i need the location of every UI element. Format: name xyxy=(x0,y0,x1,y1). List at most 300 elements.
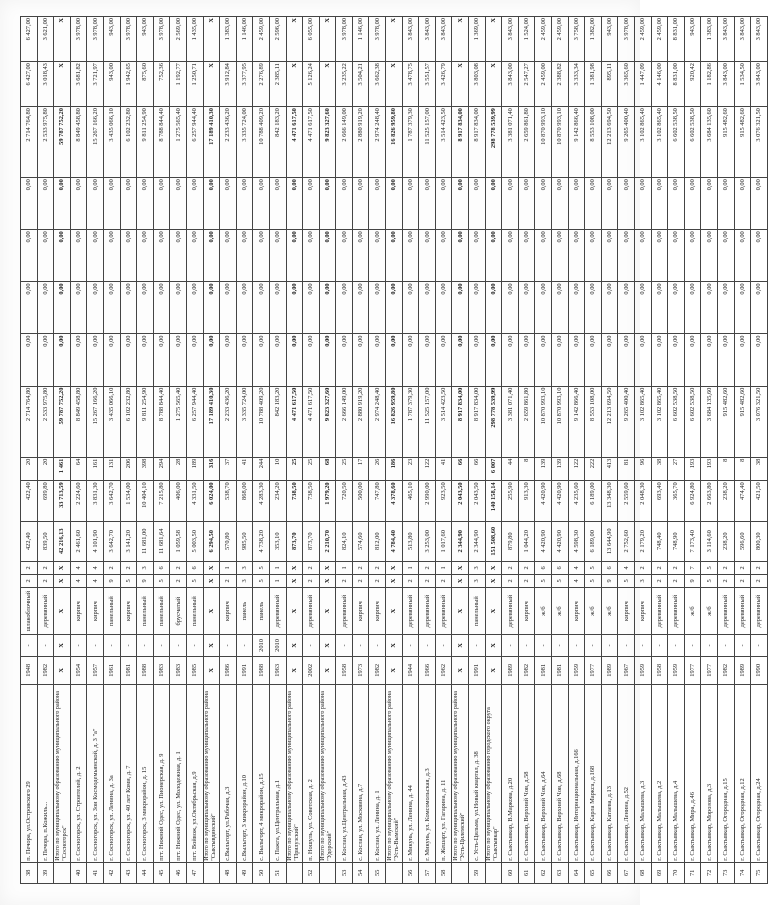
table-cell: 3 843,00 xyxy=(435,17,452,62)
table-cell: 0,00 xyxy=(552,282,569,334)
table-row xyxy=(568,17,585,884)
table-cell: Итого по муниципальному образованию муниципального района "Сыктывдинский" xyxy=(203,685,220,863)
table-cell: 6 257 944,40 xyxy=(186,107,203,178)
table-cell: 0,00 xyxy=(618,178,635,230)
table-cell: 3 843,00 xyxy=(734,17,751,62)
table-cell: деревянный xyxy=(502,587,519,634)
table-row xyxy=(336,17,353,884)
table-cell: 4 xyxy=(568,574,585,587)
table-cell: 25 xyxy=(336,457,353,481)
table-cell: 3 978,00 xyxy=(336,17,353,62)
table-cell: 920,42 xyxy=(684,62,701,107)
table-cell: 0,00 xyxy=(303,178,320,230)
table-cell: 0,00 xyxy=(203,334,220,386)
table-cell: 56 xyxy=(402,862,419,883)
table-cell: 6 294,50 xyxy=(203,521,220,561)
table-cell: 3 843,00 xyxy=(402,17,419,62)
table-cell: 0,00 xyxy=(568,178,585,230)
table-cell: 0,00 xyxy=(452,230,469,282)
table-cell: 398 xyxy=(137,457,154,481)
table-cell: X xyxy=(54,587,71,634)
table-cell: 0,00 xyxy=(186,230,203,282)
table-cell: - xyxy=(668,635,685,656)
table-cell: 1986 xyxy=(220,656,237,684)
table-cell xyxy=(286,862,303,883)
table-cell: 2002 xyxy=(303,656,320,684)
table-cell: 0,00 xyxy=(352,178,369,230)
table-cell: 2 459,00 xyxy=(552,17,569,62)
table-cell: 3 978,00 xyxy=(120,17,137,62)
table-cell: 0,00 xyxy=(535,282,552,334)
table-cell: 17 189 410,30 xyxy=(203,386,220,457)
table-cell: 50 xyxy=(253,862,270,883)
table-cell: 5 xyxy=(186,574,203,587)
table-cell: X xyxy=(485,62,502,107)
table-cell: 2010 xyxy=(253,635,270,656)
table-cell: 943,00 xyxy=(103,17,120,62)
table-cell: 2 xyxy=(502,574,519,587)
table-cell: 57 xyxy=(419,862,436,883)
table-cell: 8 553 108,00 xyxy=(585,107,602,178)
table-cell: 3 843,00 xyxy=(717,62,734,107)
table-cell: 3 843,00 xyxy=(751,17,768,62)
table-cell: 0,00 xyxy=(336,230,353,282)
table-cell: 1990 xyxy=(751,656,768,684)
table-cell: 6 427,00 xyxy=(21,62,38,107)
table-cell: 1989 xyxy=(601,656,618,684)
table-cell: X xyxy=(452,17,469,62)
table-cell: 0,00 xyxy=(751,334,768,386)
table-cell: 25 xyxy=(286,457,303,481)
table-cell: 0,00 xyxy=(286,282,303,334)
table-row xyxy=(751,17,768,884)
table-cell: 513,80 xyxy=(402,521,419,561)
table-cell: 316 xyxy=(203,457,220,481)
table-cell: 6 257 944,40 xyxy=(186,386,203,457)
table-cell: 12 213 694,50 xyxy=(601,386,618,457)
table-cell: 2 xyxy=(668,574,685,587)
table-cell: 915 482,60 xyxy=(717,107,734,178)
table-cell: 8 831,00 xyxy=(668,62,685,107)
table-cell: деревянный xyxy=(751,587,768,634)
table-cell: 2 xyxy=(717,574,734,587)
table-cell: 2 xyxy=(435,574,452,587)
table-cell: г. Сыктывкар, Морозова, д.3 xyxy=(701,685,718,863)
table-cell: 0,00 xyxy=(170,282,187,334)
table-cell: 4 420,90 xyxy=(535,481,552,521)
table-cell: 0,00 xyxy=(70,178,87,230)
table-cell: 53 xyxy=(336,862,353,883)
table-cell: X xyxy=(386,656,403,684)
table-cell: X xyxy=(203,635,220,656)
table-cell: X xyxy=(485,656,502,684)
table-cell: 2 569,00 xyxy=(170,17,187,62)
table-cell: 0,00 xyxy=(402,178,419,230)
table-cell: 5 xyxy=(701,574,718,587)
table-cell: 0,00 xyxy=(369,178,386,230)
table-cell xyxy=(319,862,336,883)
table-cell: кирпич xyxy=(220,587,237,634)
table-cell: 0,00 xyxy=(585,334,602,386)
table-cell: 0,00 xyxy=(668,334,685,386)
table-row xyxy=(502,17,519,884)
table-cell: 0,00 xyxy=(419,230,436,282)
table-cell: г. Кослан, ул. Ленина, д. 1 xyxy=(369,685,386,863)
table-cell: 923,50 xyxy=(435,481,452,521)
table-cell: 0,00 xyxy=(203,178,220,230)
table-cell: 3 831,30 xyxy=(87,481,104,521)
table-cell: 26 xyxy=(369,457,386,481)
table-cell: 0,00 xyxy=(220,178,237,230)
table-cell: 0,00 xyxy=(717,178,734,230)
table-cell: 11 525 157,00 xyxy=(419,386,436,457)
table-cell: г. Сосногорск, ул. Строителей, д. 2 xyxy=(70,685,87,863)
table-cell: 0,00 xyxy=(452,282,469,334)
table-cell: 2 xyxy=(668,561,685,574)
table-cell: 1959 xyxy=(668,656,685,684)
table-cell: деревянный xyxy=(269,587,286,634)
table-row xyxy=(87,17,104,884)
table-cell: 3 381 071,40 xyxy=(502,386,519,457)
table-cell: 0,00 xyxy=(54,178,71,230)
table-cell: 895,11 xyxy=(601,62,618,107)
table-cell: X xyxy=(203,587,220,634)
table-cell: 4 598,30 xyxy=(568,521,585,561)
table-cell: 1 275 565,40 xyxy=(170,107,187,178)
table-cell: 943,00 xyxy=(103,62,120,107)
table-cell: 1 250,71 xyxy=(186,62,203,107)
table-cell: 66 xyxy=(469,457,486,481)
table-cell: X xyxy=(54,635,71,656)
table-cell: 3 335 724,00 xyxy=(236,107,253,178)
table-cell: 0,00 xyxy=(601,230,618,282)
table-cell: 12 213 694,50 xyxy=(601,107,618,178)
table-cell: 0,00 xyxy=(137,178,154,230)
table-cell: 0,00 xyxy=(303,334,320,386)
table-cell: X xyxy=(286,561,303,574)
table-cell: 2 459,00 xyxy=(253,17,270,62)
table-cell: 1961 xyxy=(103,656,120,684)
table-cell: 0,00 xyxy=(518,230,535,282)
table-cell: г. Сыктывкар, Верхний Чов, д.64 xyxy=(535,685,552,863)
table-cell: 0,00 xyxy=(452,334,469,386)
table-cell: 0,00 xyxy=(54,334,71,386)
subtotal-row xyxy=(286,17,303,884)
table-row xyxy=(236,17,253,884)
table-cell: 13 348,30 xyxy=(601,481,618,521)
table-cell: 1 461 xyxy=(54,457,71,481)
table-cell: 873,70 xyxy=(286,521,303,561)
table-cell: 422,40 xyxy=(21,521,38,561)
table-cell: 4 xyxy=(618,561,635,574)
table-cell: 4 738,20 xyxy=(253,521,270,561)
table-cell: 2 459,00 xyxy=(651,17,668,62)
table-cell: 3 978,00 xyxy=(87,17,104,62)
table-cell: 122 xyxy=(419,457,436,481)
table-cell: 0,00 xyxy=(103,282,120,334)
table-cell: 0,00 xyxy=(352,230,369,282)
table-cell: - xyxy=(303,635,320,656)
table-cell: 2 xyxy=(502,561,519,574)
table-cell: г. Сыктывкар, Карла Маркса, д.168 xyxy=(585,685,602,863)
table-cell: 2 461,60 xyxy=(70,521,87,561)
table-cell: 41 xyxy=(87,862,104,883)
table-cell: 0,00 xyxy=(286,230,303,282)
table-cell: - xyxy=(535,635,552,656)
table-cell: панельный xyxy=(103,587,120,634)
table-cell: X xyxy=(286,656,303,684)
table-cell: 0,00 xyxy=(485,282,502,334)
table-cell: 161 xyxy=(87,457,104,481)
table-cell: 0,00 xyxy=(54,230,71,282)
table-cell: 1 044,20 xyxy=(518,521,535,561)
table-cell: 839,50 xyxy=(37,521,54,561)
table-cell: 3 514 423,50 xyxy=(435,107,452,178)
table-cell: деревянный xyxy=(37,587,54,634)
table-cell: 9 142 866,40 xyxy=(568,107,585,178)
table-cell: - xyxy=(120,635,137,656)
table-cell: - xyxy=(352,635,369,656)
table-cell: X xyxy=(452,561,469,574)
table-cell: 3 114,60 xyxy=(701,521,718,561)
table-cell: X xyxy=(485,17,502,62)
table-cell: 4 146,00 xyxy=(651,62,668,107)
table-cell: 2 179,20 xyxy=(634,521,651,561)
table-cell: X xyxy=(54,574,71,587)
table-cell: 66 xyxy=(601,862,618,883)
table-cell: 0,00 xyxy=(485,178,502,230)
table-cell: 3 551,57 xyxy=(419,62,436,107)
table-cell: ж/б xyxy=(585,587,602,634)
table-cell: 10 870 993,10 xyxy=(552,386,569,457)
table-cell: 2 344,90 xyxy=(469,521,486,561)
table-cell: 1 383,00 xyxy=(701,17,718,62)
table-cell: 0,00 xyxy=(336,334,353,386)
table-cell: 0,00 xyxy=(319,334,336,386)
table-cell: 2 559,60 xyxy=(618,481,635,521)
table-cell: 2 880 919,20 xyxy=(352,386,369,457)
table-cell: 2 xyxy=(369,574,386,587)
table-cell: 5 xyxy=(618,574,635,587)
table-cell: 1 017,60 xyxy=(435,521,452,561)
subtotal-row xyxy=(54,17,71,884)
table-cell: 59 787 752,20 xyxy=(54,107,71,178)
table-cell: 0,00 xyxy=(369,230,386,282)
table-cell: X xyxy=(203,656,220,684)
table-cell: г. Сыктывкар, Огородная, д.12 xyxy=(734,685,751,863)
table-cell: 96 xyxy=(634,457,651,481)
table-cell: 0,00 xyxy=(751,282,768,334)
table-cell: - xyxy=(568,635,585,656)
subtotal-row xyxy=(452,17,469,884)
table-cell: X xyxy=(485,574,502,587)
table-cell: 0,00 xyxy=(502,230,519,282)
table-cell: 0,00 xyxy=(601,282,618,334)
table-cell: X xyxy=(286,62,303,107)
table-cell: X xyxy=(286,587,303,634)
table-cell: 500,00 xyxy=(352,481,369,521)
table-cell: 0,00 xyxy=(137,230,154,282)
table-cell: 365,70 xyxy=(668,481,685,521)
table-cell: 41 xyxy=(435,457,452,481)
table-cell: 1948 xyxy=(21,656,38,684)
table-cell: 1991 xyxy=(236,656,253,684)
table-cell: 1 146,00 xyxy=(236,17,253,62)
table-cell: 596,60 xyxy=(734,521,751,561)
table-cell: 1985 xyxy=(186,656,203,684)
table-cell: 1 787 379,30 xyxy=(402,386,419,457)
table-cell: 3 xyxy=(469,574,486,587)
table-cell: 0,00 xyxy=(485,230,502,282)
table-cell: панель xyxy=(236,587,253,634)
table-cell: 8 xyxy=(518,457,535,481)
table-row xyxy=(37,17,54,884)
table-cell: - xyxy=(651,635,668,656)
table-cell: 0,00 xyxy=(717,282,734,334)
table-cell: 6 xyxy=(552,561,569,574)
table-cell: г. Сосногорск, ул. 40 лет Коми, д. 7 xyxy=(120,685,137,863)
table-cell: 1982 xyxy=(518,656,535,684)
table-cell: 0,00 xyxy=(386,230,403,282)
table-cell: 0,00 xyxy=(535,178,552,230)
table-cell: 2 752,60 xyxy=(618,521,635,561)
table-cell: 0,00 xyxy=(21,282,38,334)
table-cell: 1982 xyxy=(369,656,386,684)
table-cell: 6 xyxy=(601,561,618,574)
table-cell: 0,00 xyxy=(352,334,369,386)
table-cell: 812,00 xyxy=(369,521,386,561)
table-cell: 2 xyxy=(717,561,734,574)
table-cell: г. Сосногорск, 3 микрорайон, д. 15 xyxy=(137,685,154,863)
table-cell: с.Выльгорт, ул.Рабочая, д.3 xyxy=(220,685,237,863)
table-cell: 421,50 xyxy=(751,481,768,521)
table-cell: 943,00 xyxy=(601,17,618,62)
table-cell: 28 xyxy=(170,457,187,481)
table-cell: 2 659 861,80 xyxy=(518,386,535,457)
table-cell: 2 xyxy=(352,561,369,574)
table-cell: 1989 xyxy=(502,656,519,684)
table-cell: 6 189,00 xyxy=(585,481,602,521)
table-cell: 943,00 xyxy=(684,17,701,62)
table-cell: 0,00 xyxy=(87,334,104,386)
table-cell: 48 xyxy=(220,862,237,883)
table-cell: г. Сыктывкар, Огородная, д.15 xyxy=(717,685,734,863)
table-cell: 943,00 xyxy=(137,17,154,62)
table-cell: 842 183,20 xyxy=(269,107,286,178)
table-cell: 2 xyxy=(21,561,38,574)
table-cell: 6 602 538,50 xyxy=(668,107,685,178)
table-cell: 222 xyxy=(585,457,602,481)
table-cell: кирпич xyxy=(369,587,386,634)
table-cell: 1959 xyxy=(634,656,651,684)
table-cell: 1 534,00 xyxy=(120,481,137,521)
table-cell: 915 482,60 xyxy=(734,107,751,178)
table-cell: 0,00 xyxy=(120,334,137,386)
table-cell: 75 xyxy=(751,862,768,883)
table-cell: 2 xyxy=(419,561,436,574)
table-cell: с.Выльгорт, 3 микрорайон, д.10 xyxy=(236,685,253,863)
table-cell: 62 xyxy=(535,862,552,883)
table-row xyxy=(153,17,170,884)
table-cell: 0,00 xyxy=(170,178,187,230)
table-cell: 0,00 xyxy=(585,178,602,230)
table-cell: 8 831,00 xyxy=(668,17,685,62)
table-cell: 1958 xyxy=(651,656,668,684)
table-cell: 6 602 538,50 xyxy=(668,386,685,457)
table-cell: деревянный xyxy=(717,587,734,634)
table-cell: 1963 xyxy=(269,656,286,684)
table-cell: 0,00 xyxy=(386,282,403,334)
table-cell: 1988 xyxy=(253,656,270,684)
table-cell: 2 233 436,20 xyxy=(220,386,237,457)
table-cell: 2 043,50 xyxy=(469,481,486,521)
table-cell: 2 533 975,80 xyxy=(37,107,54,178)
table-cell: 3 978,00 xyxy=(70,17,87,62)
table-cell: Итого по муниципальному образованию муниципального района "Прилузский" xyxy=(286,685,303,863)
table-cell: 0,00 xyxy=(369,334,386,386)
table-cell: X xyxy=(319,574,336,587)
table-cell: 0,00 xyxy=(153,282,170,334)
table-cell: 2 xyxy=(651,574,668,587)
table-cell: 6 xyxy=(535,561,552,574)
table-cell: 0,00 xyxy=(469,230,486,282)
table-cell: 0,00 xyxy=(37,178,54,230)
table-cell: 74 xyxy=(734,862,751,883)
table-cell: 3 843,00 xyxy=(502,62,519,107)
table-cell: 1 534,50 xyxy=(734,62,751,107)
table-cell: 915 482,60 xyxy=(717,386,734,457)
table-cell: 42 xyxy=(103,862,120,883)
table-cell: 0,00 xyxy=(435,230,452,282)
table-cell: 2 xyxy=(103,561,120,574)
table-cell xyxy=(386,862,403,883)
table-cell: 0,00 xyxy=(552,178,569,230)
table-row xyxy=(684,17,701,884)
table-cell: 0,00 xyxy=(734,230,751,282)
table-cell: 2 596,00 xyxy=(269,17,286,62)
table-cell: 54 xyxy=(352,862,369,883)
table-cell: 915 482,60 xyxy=(734,386,751,457)
table-cell: 47 xyxy=(186,862,203,883)
table-cell: 1 383,00 xyxy=(220,17,237,62)
table-cell: 0,00 xyxy=(452,178,469,230)
table-cell: 570,80 xyxy=(220,521,237,561)
table-row xyxy=(70,17,87,884)
table-cell: 2 974 248,40 xyxy=(369,107,386,178)
table-cell: 3 803,08 xyxy=(469,62,486,107)
table-cell: 752,36 xyxy=(153,62,170,107)
table-cell: 5 126,24 xyxy=(303,62,320,107)
table-cell: 0,00 xyxy=(618,282,635,334)
table-cell: 2 xyxy=(303,574,320,587)
table-cell: 0,00 xyxy=(568,230,585,282)
table-cell: 3 642,70 xyxy=(103,481,120,521)
table-cell: 73 xyxy=(717,862,734,883)
table-cell: - xyxy=(717,635,734,656)
table-cell: 0,00 xyxy=(701,178,718,230)
table-cell: 2 459,00 xyxy=(535,17,552,62)
table-cell: 8 xyxy=(717,457,734,481)
table-cell: 0,00 xyxy=(70,282,87,334)
table-cell: 25 xyxy=(303,457,320,481)
table-cell: X xyxy=(452,656,469,684)
table-cell: 0,00 xyxy=(518,334,535,386)
table-cell: 1 146,00 xyxy=(352,17,369,62)
table-cell: - xyxy=(469,635,486,656)
table-cell: 2 048,30 xyxy=(634,481,651,521)
table-cell: 0,00 xyxy=(269,230,286,282)
table-cell: 1959 xyxy=(568,656,585,684)
